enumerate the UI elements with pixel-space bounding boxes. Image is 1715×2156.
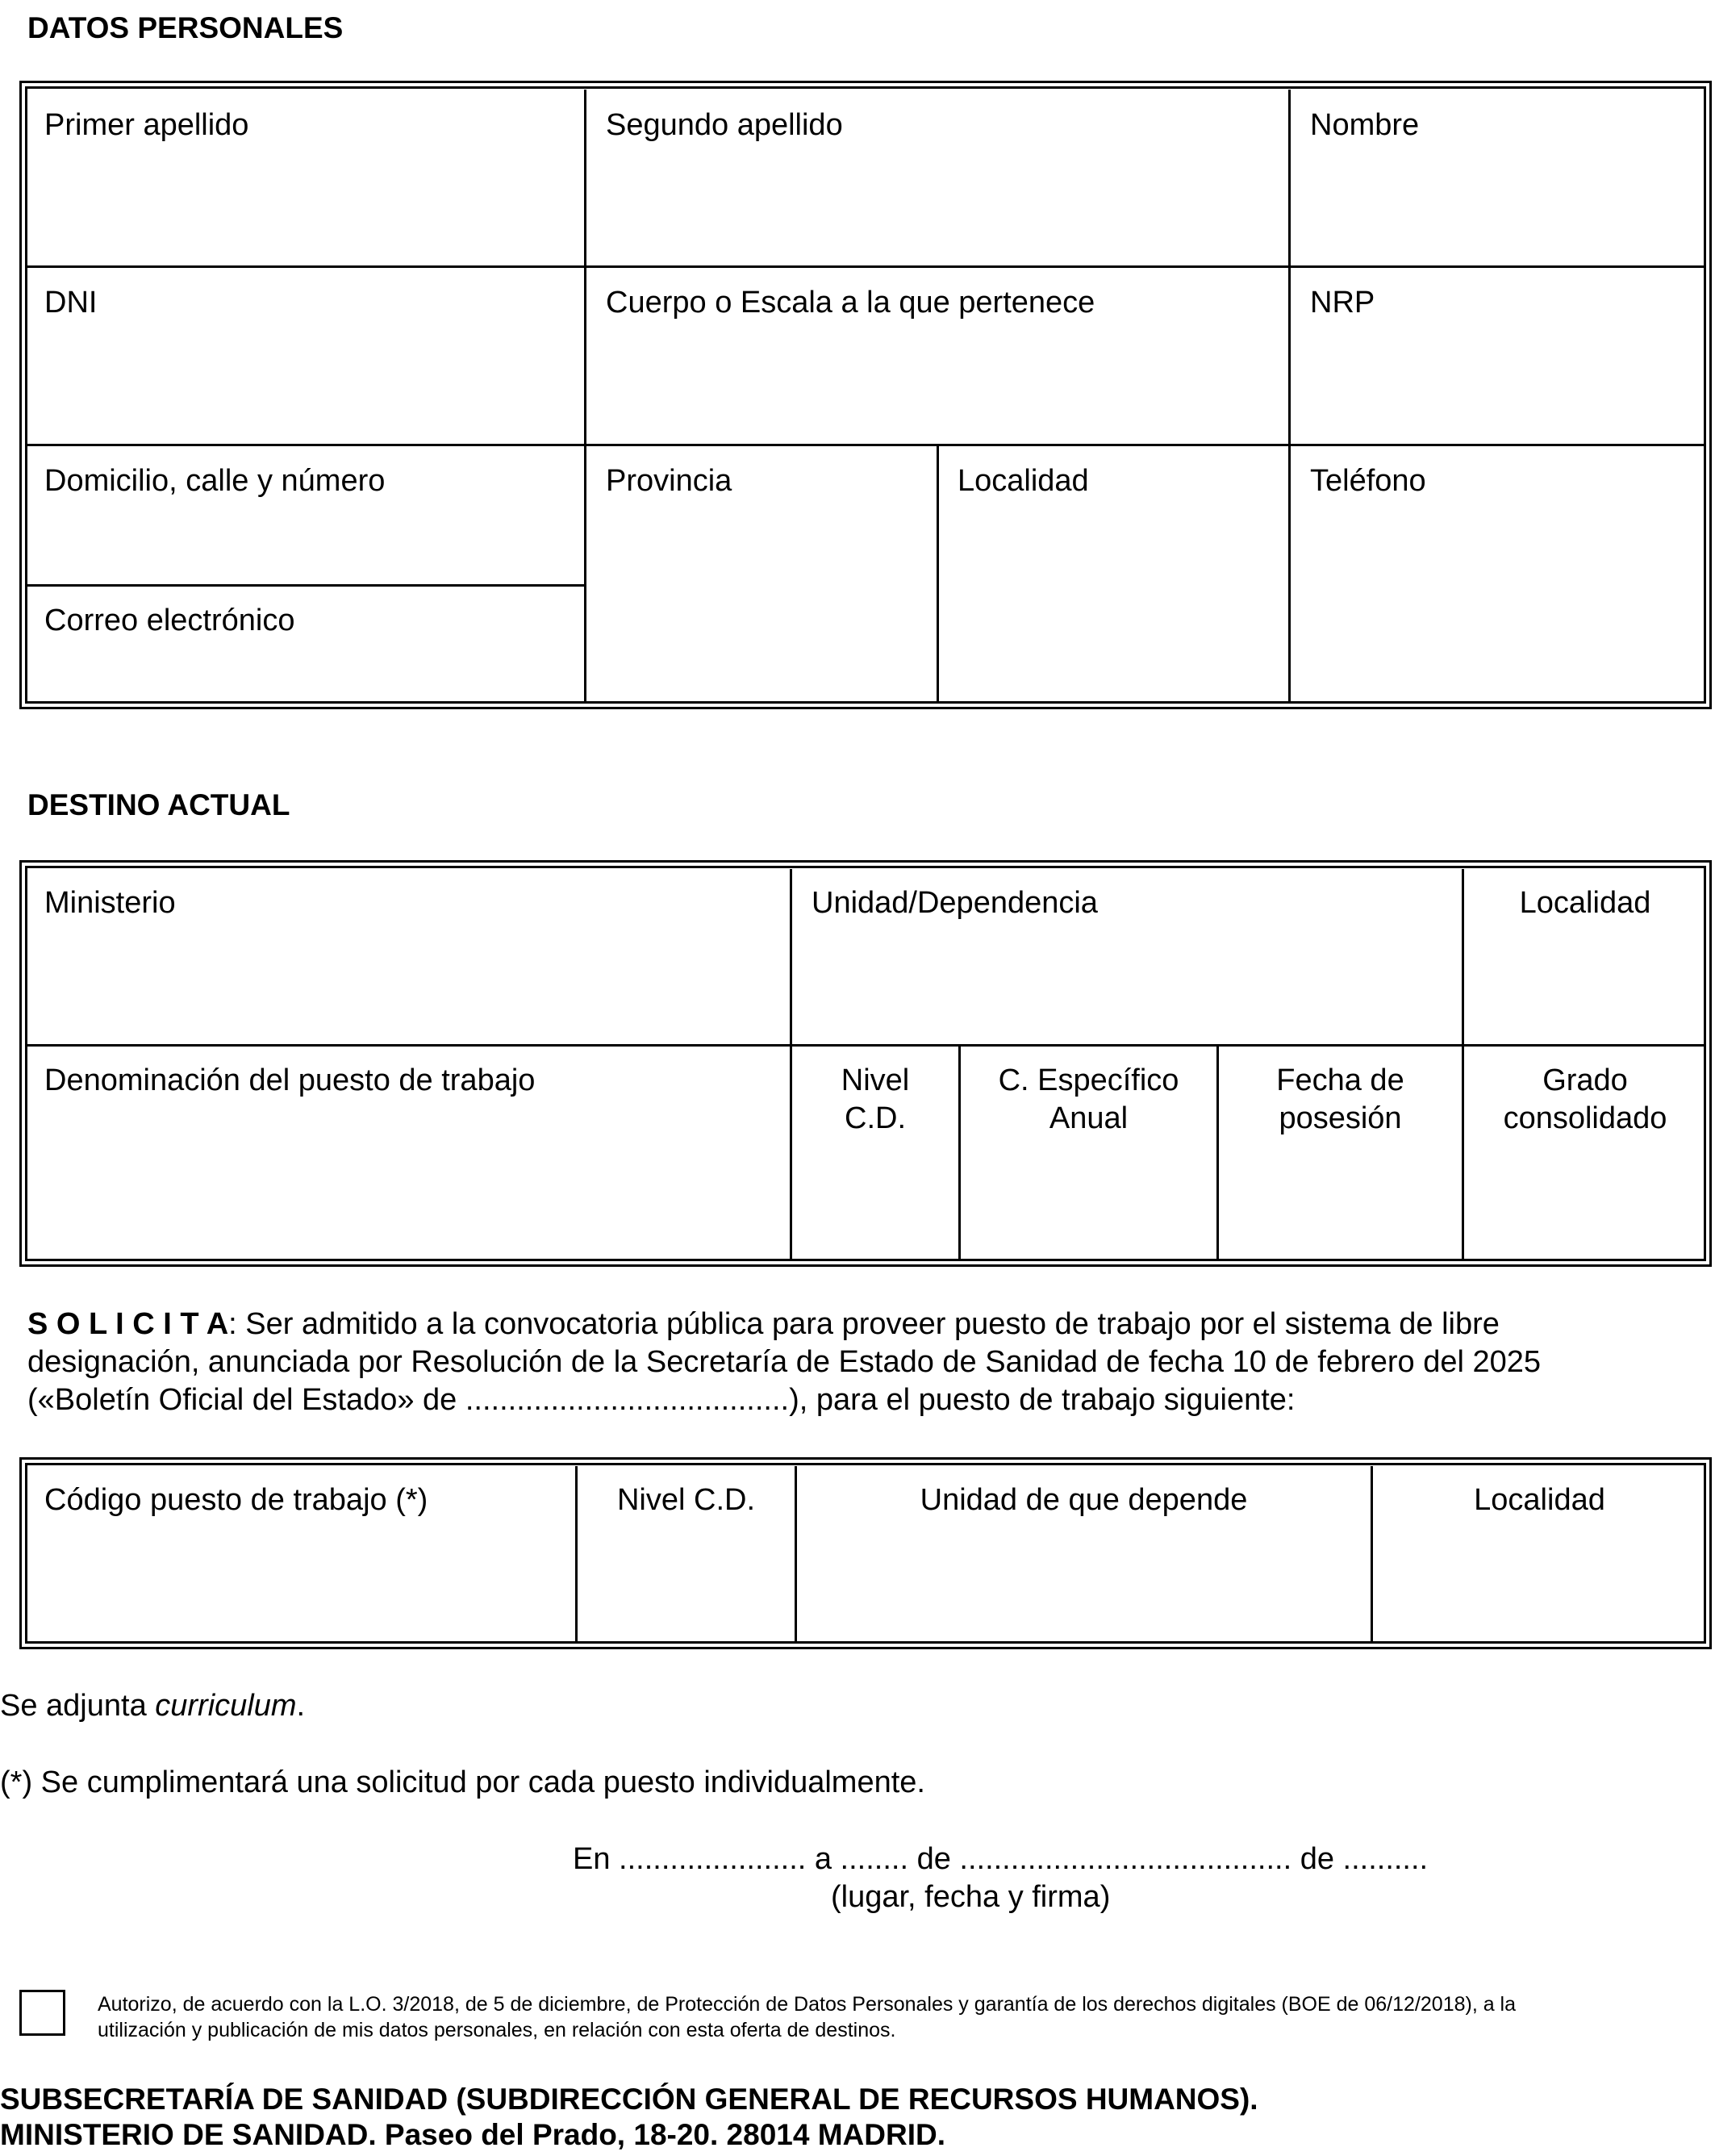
destino-localidad-input[interactable] xyxy=(1475,932,1704,1034)
consent-line2: utilización y publicación de mis datos personales, en relación con esta oferta de destinos. xyxy=(98,2019,896,2041)
solicita-line1: : Ser admitido a la convocatoria pública para proveer puesto de trabajo por el sistema de libre xyxy=(228,1307,1500,1341)
label-primer-apellido: Primer apellido xyxy=(44,108,249,142)
grado-consolidado-input[interactable] xyxy=(1475,1146,1704,1252)
segundo-apellido-input[interactable] xyxy=(597,153,1278,252)
label-nivel-cd xyxy=(792,1062,958,1138)
correo-input[interactable] xyxy=(32,646,576,696)
primer-apellido-input[interactable] xyxy=(32,153,576,252)
c-especifico-input[interactable] xyxy=(971,1146,1208,1252)
solicita-line2: designación, anunciada por Resolución de la Secretaría de Estado de Sanidad de fecha 10 de febrero del 2025 xyxy=(27,1345,1542,1379)
label-segundo-apellido: Segundo apellido xyxy=(606,108,843,142)
puesto-unidad-input[interactable] xyxy=(807,1533,1362,1632)
localidad-input[interactable] xyxy=(949,508,1279,696)
section-title-personal: DATOS PERSONALES xyxy=(27,11,344,44)
fecha-posesion-input[interactable] xyxy=(1229,1146,1454,1252)
label-nombre: Nombre xyxy=(1310,108,1420,142)
label-puesto-unidad: Unidad de que depende xyxy=(920,1483,1248,1517)
provincia-input[interactable] xyxy=(597,508,927,696)
label-correo: Correo electrónico xyxy=(44,604,295,637)
cuerpo-input[interactable] xyxy=(597,331,1278,429)
label-puesto-nivel: Nivel C.D. xyxy=(616,1483,756,1517)
label-telefono: Teléfono xyxy=(1310,464,1426,498)
solicita-keyword: S O L I C I T A xyxy=(27,1307,229,1341)
note-curriculum-suffix: . xyxy=(296,1689,306,1723)
solicita-line3: («Boletín Oficial del Estado» de ......................................), para el puesto de trabajo siguiente: xyxy=(27,1383,1296,1417)
ministerio-input[interactable] xyxy=(32,932,782,1034)
footer-line1: SUBSECRETARÍA DE SANIDAD (SUBDIRECCIÓN GENERAL DE RECURSOS HUMANOS). xyxy=(0,2083,1258,2116)
label-provincia: Provincia xyxy=(606,464,732,498)
note-curriculum xyxy=(0,1687,305,1725)
puesto-localidad-input[interactable] xyxy=(1383,1533,1700,1632)
nombre-input[interactable] xyxy=(1300,153,1699,252)
nivel-cd-input[interactable] xyxy=(803,1146,951,1252)
label-codigo-puesto: Código puesto de trabajo (*) xyxy=(44,1483,428,1517)
nrp-input[interactable] xyxy=(1300,331,1699,429)
label-localidad: Localidad xyxy=(958,464,1089,498)
label-puesto-localidad: Localidad xyxy=(1474,1483,1605,1517)
label-grado-line2: consolidado xyxy=(1503,1101,1667,1135)
label-grado-line1: Grado xyxy=(1542,1063,1628,1097)
label-fecha-posesion-line1: Fecha de xyxy=(1276,1063,1404,1097)
footer-line2: MINISTERIO DE SANIDAD. Paseo del Prado, 18-20. 28014 MADRID. xyxy=(0,2118,945,2151)
denominacion-input[interactable] xyxy=(32,1146,782,1252)
note-curriculum-italic: curriculum xyxy=(155,1689,297,1723)
label-nrp: NRP xyxy=(1310,286,1375,320)
codigo-puesto-input[interactable] xyxy=(32,1533,568,1632)
label-denominacion: Denominación del puesto de trabajo xyxy=(44,1063,536,1097)
label-fecha-posesion xyxy=(1219,1062,1462,1138)
telefono-input[interactable] xyxy=(1300,508,1699,696)
solicita-paragraph xyxy=(27,1306,1689,1419)
label-c-especifico-line1: C. Específico xyxy=(998,1063,1179,1097)
signature-caption: (lugar, fecha y firma) xyxy=(831,1880,1111,1914)
label-ministerio: Ministerio xyxy=(44,886,176,920)
signature-line: En ...................... a ........ de ....................................... de .......... xyxy=(573,1842,1429,1876)
label-unidad-dependencia: Unidad/Dependencia xyxy=(812,886,1098,920)
label-nivel-cd-line2: C.D. xyxy=(845,1101,906,1135)
note-curriculum-prefix: Se adjunta xyxy=(0,1689,156,1723)
label-nivel-cd-line1: Nivel xyxy=(841,1063,910,1097)
label-dni: DNI xyxy=(44,286,98,320)
note-asterisk: (*) Se cumplimentará una solicitud por cada puesto individualmente. xyxy=(0,1765,925,1799)
label-c-especifico xyxy=(961,1062,1216,1138)
consent-checkbox[interactable] xyxy=(19,1990,65,2036)
consent-text xyxy=(98,1991,1516,2043)
puesto-nivel-input[interactable] xyxy=(587,1533,788,1632)
consent-line1: Autorizo, de acuerdo con la L.O. 3/2018, de 5 de diciembre, de Protección de Datos Personales y garantía de los derechos digitales (BOE de 06/12/2018), a la xyxy=(98,1993,1517,2016)
label-fecha-posesion-line2: posesión xyxy=(1279,1101,1402,1135)
domicilio-input[interactable] xyxy=(32,508,576,575)
label-grado-consolidado xyxy=(1464,1062,1706,1138)
footer xyxy=(0,2082,1258,2153)
label-c-especifico-line2: Anual xyxy=(1049,1101,1129,1135)
dni-input[interactable] xyxy=(32,331,576,429)
label-domicilio: Domicilio, calle y número xyxy=(44,464,386,498)
section-title-destino: DESTINO ACTUAL xyxy=(27,788,290,821)
label-destino-localidad: Localidad xyxy=(1519,886,1651,920)
label-cuerpo: Cuerpo o Escala a la que pertenece xyxy=(606,286,1095,320)
unidad-dependencia-input[interactable] xyxy=(803,932,1451,1034)
